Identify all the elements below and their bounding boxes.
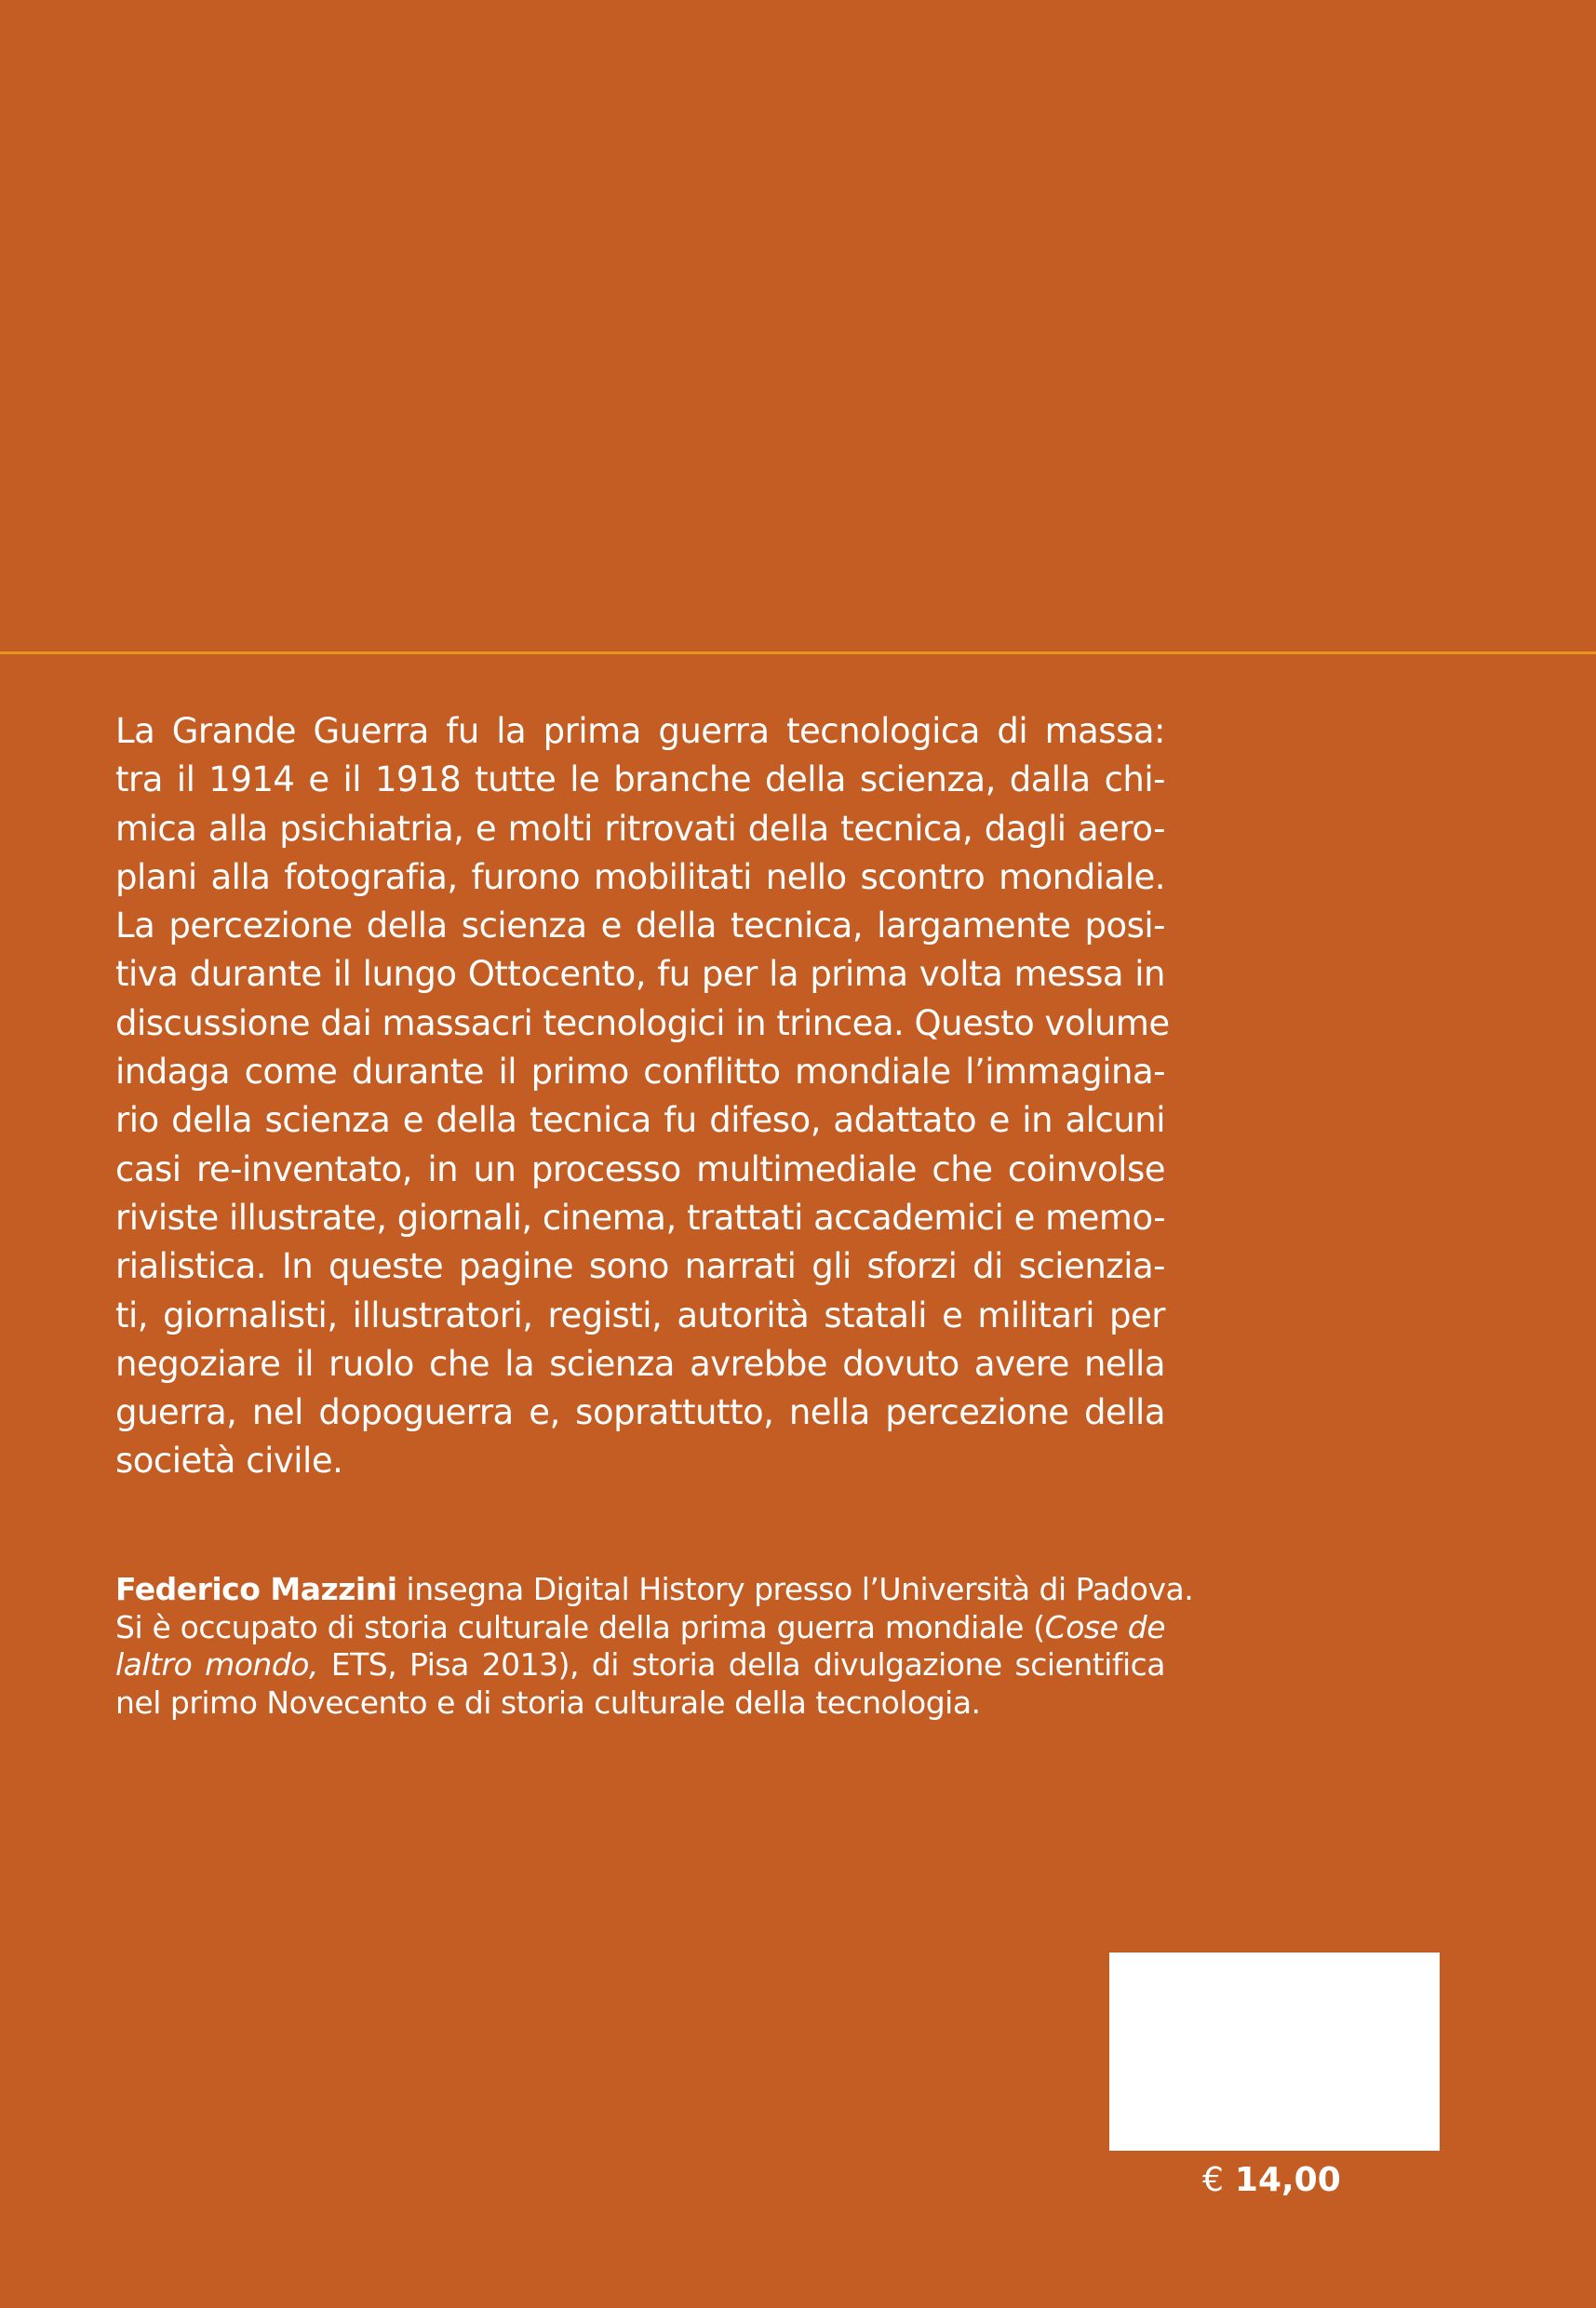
- blurb-line: mica alla psichiatria, e molti ritrovati della tecnica, dagli aero-: [115, 808, 1165, 849]
- blurb-line: tra il 1914 e il 1918 tutte le branche della scienza, dalla chi-: [115, 759, 1165, 800]
- back-cover-blurb: [115, 707, 1170, 1486]
- author-bio: [115, 1571, 1194, 1722]
- price-label: [1202, 2160, 1341, 2201]
- blurb-line: ti, giornalisti, illustratori, registi, autorità statali e militari per: [115, 1295, 1165, 1335]
- author-bio-text: Si è occupato di storia culturale della prima guerra mondiale (: [115, 1608, 1045, 1645]
- book-title-italic: laltro mondo,: [115, 1646, 318, 1683]
- blurb-line: riviste illustrate, giornali, cinema, trattati accademici e memo-: [115, 1197, 1166, 1238]
- author-bio-text: ETS, Pisa 2013), di storia della divulgazione scientifica: [317, 1646, 1166, 1683]
- author-name: Federico Mazzini: [115, 1571, 397, 1607]
- blurb-line: plani alla fotografia, furono mobilitati nello scontro mondiale.: [115, 856, 1165, 897]
- blurb-line: negoziare il ruolo che la scienza avrebbe dovuto avere nella: [115, 1343, 1165, 1384]
- author-bio-line: [115, 1646, 1165, 1684]
- author-bio-line: [115, 1609, 1165, 1647]
- author-bio-text: insegna Digital History presso l’Università di Padova.: [396, 1571, 1194, 1607]
- blurb-line: guerra, nel dopoguerra e, soprattutto, nella percezione della: [115, 1392, 1165, 1433]
- blurb-line: casi re-inventato, in un processo multimediale che coinvolse: [115, 1148, 1165, 1189]
- blurb-line: rio della scienza e della tecnica fu difeso, adattato e in alcuni: [115, 1100, 1165, 1141]
- barcode-placeholder: [1109, 1952, 1440, 2151]
- blurb-line: La percezione della scienza e della tecnica, largamente posi-: [115, 906, 1165, 946]
- blurb-line: rialistica. In queste pagine sono narrati gli sforzi di scienzia-: [115, 1246, 1165, 1287]
- author-bio-line: nel primo Novecento e di storia culturale della tecnologia.: [115, 1684, 981, 1721]
- blurb-line: indaga come durante il primo conflitto mondiale l’immagina-: [115, 1052, 1165, 1093]
- blurb-line: discussione dai massacri tecnologici in trincea. Questo volume: [115, 1002, 1170, 1043]
- blurb-line: società civile.: [115, 1441, 343, 1482]
- author-bio-line: [115, 1571, 1194, 1609]
- cover-divider-line: [0, 651, 1596, 654]
- currency-symbol: €: [1202, 2161, 1224, 2199]
- book-title-italic: Cose de: [1044, 1608, 1166, 1645]
- blurb-line: tiva durante il lungo Ottocento, fu per la prima volta messa in: [115, 954, 1165, 995]
- price-amount: 14,00: [1234, 2161, 1341, 2199]
- blurb-line: La Grande Guerra fu la prima guerra tecnologica di massa:: [115, 711, 1165, 751]
